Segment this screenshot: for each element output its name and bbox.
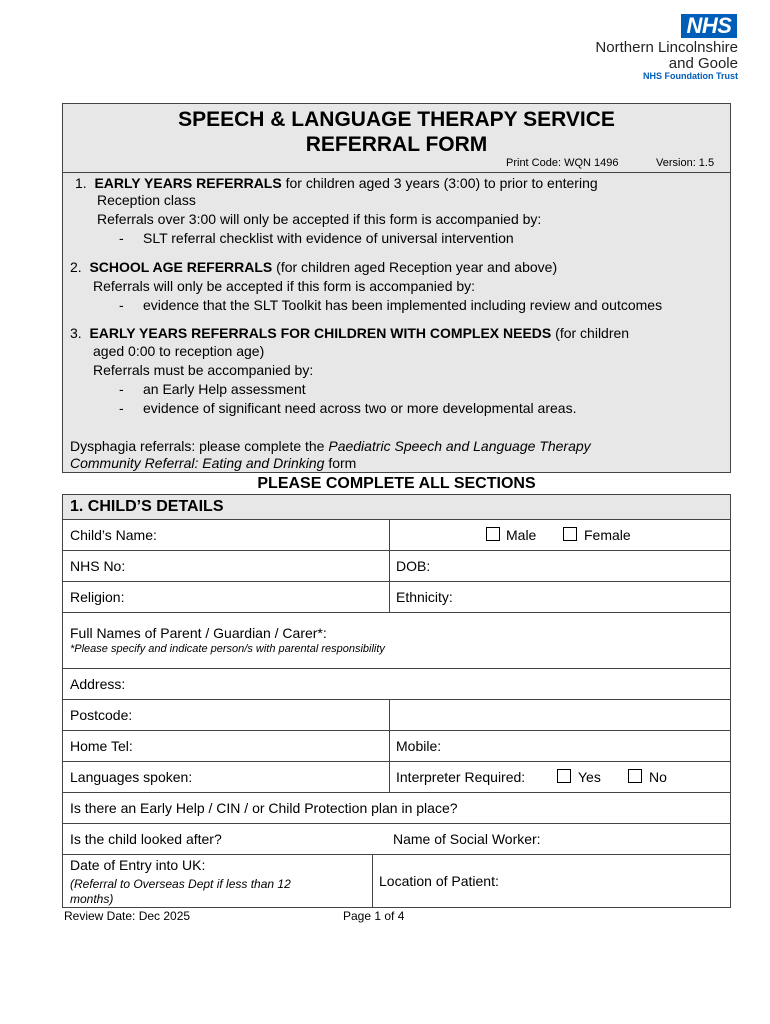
criteria-item-1-bullet-dash: -: [119, 230, 124, 246]
review-date: Review Date: Dec 2025: [64, 909, 191, 923]
column-divider: [372, 854, 373, 908]
criteria-item-3: 3. EARLY YEARS REFERRALS FOR CHILDREN WITH COMPLEX NEEDS (for children: [70, 325, 630, 341]
row-divider: [62, 550, 731, 551]
print-code: Print Code: WQN 1496: [506, 157, 619, 169]
column-divider: [389, 699, 390, 792]
overseas-note-line2: months): [70, 892, 114, 906]
page-number: Page 1 of 4: [343, 909, 405, 923]
criteria-item-3-line3: Referrals must be accompanied by:: [93, 362, 314, 378]
home-tel-label: Home Tel:: [70, 738, 133, 754]
early-help-label: Is there an Early Help / CIN / or Child Protection plan in place?: [70, 800, 458, 816]
childs-details-table: [62, 519, 731, 908]
postcode-label: Postcode:: [70, 707, 133, 723]
column-divider: [389, 519, 390, 612]
interpreter-no-checkbox[interactable]: [628, 769, 642, 783]
criteria-item-3-line2: aged 0:00 to reception age): [93, 343, 265, 359]
criteria-item-1-bullet: SLT referral checklist with evidence of universal intervention: [143, 230, 514, 246]
row-divider: [62, 699, 731, 700]
criteria-item-2-bullet-dash: -: [119, 297, 124, 313]
row-divider: [62, 730, 731, 731]
looked-after-label: Is the child looked after?: [70, 831, 222, 847]
overseas-note-line1: (Referral to Overseas Dept if less than 12: [70, 877, 291, 891]
row-divider: [62, 668, 731, 669]
religion-label: Religion:: [70, 589, 125, 605]
female-label: Female: [584, 527, 631, 543]
nhs-logo: NHS: [681, 14, 737, 38]
date-entry-label: Date of Entry into UK:: [70, 857, 206, 873]
parents-label: Full Names of Parent / Guardian / Carer*:: [70, 625, 327, 641]
org-name-line1: Northern Lincolnshire: [595, 39, 738, 56]
criteria-item-1-line3: Referrals over 3:00 will only be accepted if this form is accompanied by:: [97, 211, 542, 227]
dysphagia-note-line1: Dysphagia referrals: please complete the Paediatric Speech and Language Therapy: [70, 438, 591, 454]
please-complete-heading: PLEASE COMPLETE ALL SECTIONS: [257, 475, 536, 492]
row-divider: [62, 761, 731, 762]
criteria-item-2-line2: Referrals will only be accepted if this form is accompanied by:: [93, 278, 476, 294]
header-divider: [62, 172, 731, 173]
mobile-label: Mobile:: [396, 738, 442, 754]
row-divider: [62, 612, 731, 613]
languages-label: Languages spoken:: [70, 769, 193, 785]
row-divider: [62, 823, 731, 824]
criteria-item-1: 1. EARLY YEARS REFERRALS for children aged 3 years (3:00) to prior to entering: [75, 175, 598, 191]
interpreter-no-label: No: [649, 769, 667, 785]
row-divider: [62, 854, 731, 855]
female-checkbox[interactable]: [563, 527, 577, 541]
parents-note: *Please specify and indicate person/s with parental responsibility: [70, 643, 385, 655]
criteria-item-1-line2: Reception class: [97, 192, 196, 208]
row-divider: [62, 581, 731, 582]
org-name-line2: and Goole: [668, 55, 738, 72]
row-divider: [62, 792, 731, 793]
ethnicity-label: Ethnicity:: [396, 589, 453, 605]
form-title-line2: REFERRAL FORM: [305, 133, 488, 156]
childs-name-label: Child’s Name:: [70, 527, 157, 543]
dysphagia-note-line2: Community Referral: Eating and Drinking form: [70, 455, 357, 471]
criteria-item-3-bullet2: evidence of significant need across two or more developmental areas.: [143, 400, 577, 416]
criteria-item-3-bullet1-dash: -: [119, 381, 124, 397]
interpreter-yes-checkbox[interactable]: [557, 769, 571, 783]
location-label: Location of Patient:: [379, 873, 499, 889]
section-title: 1. CHILD’S DETAILS: [70, 498, 224, 515]
criteria-item-3-bullet2-dash: -: [119, 400, 124, 416]
version: Version: 1.5: [656, 157, 715, 169]
address-label: Address:: [70, 676, 126, 692]
form-title-line1: SPEECH & LANGUAGE THERAPY SERVICE: [178, 108, 615, 131]
interpreter-yes-label: Yes: [578, 769, 601, 785]
social-worker-label: Name of Social Worker:: [393, 831, 541, 847]
org-trust: NHS Foundation Trust: [643, 71, 738, 81]
nhs-no-label: NHS No:: [70, 558, 126, 574]
dob-label: DOB:: [396, 558, 431, 574]
interpreter-label: Interpreter Required:: [396, 769, 526, 785]
criteria-item-3-bullet1: an Early Help assessment: [143, 381, 306, 397]
criteria-item-2: 2. SCHOOL AGE REFERRALS (for children aged Reception year and above): [70, 259, 558, 275]
male-label: Male: [506, 527, 537, 543]
criteria-item-2-bullet: evidence that the SLT Toolkit has been implemented including review and outcomes: [143, 297, 663, 313]
male-checkbox[interactable]: [486, 527, 500, 541]
